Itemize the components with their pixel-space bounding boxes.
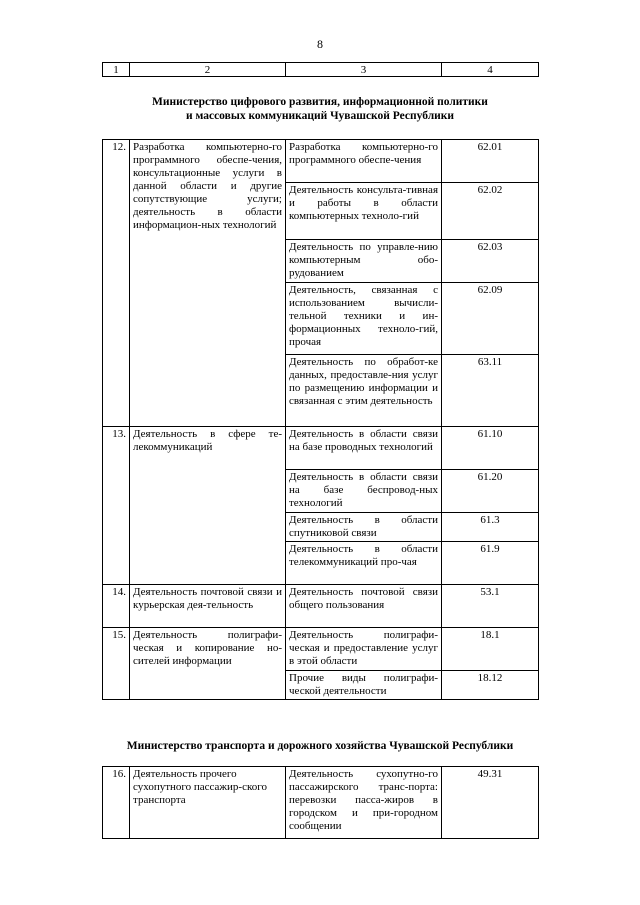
activities-table-transport [102,766,539,839]
section-title-digital-ministry [102,95,538,123]
header-col-4: 4 [442,63,539,77]
column-number-header [102,62,539,77]
activities-table-digital [102,139,539,700]
activity-cell: Деятельность почтовой связи и курьерская дея-тельность [130,585,286,628]
activity-cell: Деятельность в сфере те-лекоммуникаций [130,427,286,585]
okved-description: Деятельность сухопутно-го пассажирского транс-порта: перевозки пасса-жиров в городском и при-городном сообщении [286,767,442,839]
okved-code: 61.20 [442,470,539,513]
row-number: 15. [103,628,130,700]
table-row [103,767,539,839]
header-col-1: 1 [103,63,130,77]
row-number: 16. [103,767,130,839]
row-number: 13. [103,427,130,585]
okved-code: 61.10 [442,427,539,470]
activity-cell: Деятельность полиграфи-ческая и копирование но-сителей информации [130,628,286,700]
okved-description: Деятельность в области телекоммуникаций про-чая [286,542,442,585]
okved-description: Прочие виды полиграфи-ческой деятельности [286,671,442,700]
section-title-line: и массовых коммуникаций Чувашской Республики [185,110,455,122]
okved-description: Деятельность в области спутниковой связи [286,513,442,542]
okved-code: 61.3 [442,513,539,542]
okved-code: 61.9 [442,542,539,585]
okved-description: Деятельность полиграфи-ческая и предоставление услуг в этой области [286,628,442,671]
okved-description: Деятельность почтовой связи общего пользования [286,585,442,628]
table-row [103,427,539,470]
okved-description: Деятельность, связанная с использованием вычисли-тельной техники и ин-формационных техноло-гий, прочая [286,283,442,355]
header-row [103,63,539,77]
table-row [103,140,539,183]
okved-code: 62.02 [442,183,539,240]
header-col-2: 2 [130,63,286,77]
okved-code: 49.31 [442,767,539,839]
okved-description: Деятельность по обработ-ке данных, предоставле-ния услуг по размещению информации и связанная с этим деятельность [286,355,442,427]
okved-code: 18.1 [442,628,539,671]
page-number: 8 [317,37,323,51]
table-row [103,628,539,671]
okved-description: Деятельность в области связи на базе проводных технологий [286,427,442,470]
activity-cell: Деятельность прочего сухопутного пассажир-ского транспорта [130,767,286,839]
header-col-3: 3 [286,63,442,77]
table-row [103,585,539,628]
okved-code: 62.01 [442,140,539,183]
row-number: 12. [103,140,130,427]
okved-code: 53.1 [442,585,539,628]
activity-cell: Разработка компьютерно-го программного обеспе-чения, консультационные услуги в данной области и другие сопутствующие услуги; деятельность в области информацион-ных технологий [130,140,286,427]
okved-code: 18.12 [442,671,539,700]
okved-description: Деятельность в области связи на базе беспровод-ных технологий [286,470,442,513]
okved-description: Деятельность по управле-нию компьютерным обо-рудованием [286,240,442,283]
section-title-line: Министерство цифрового развития, информационной политики [152,96,488,108]
okved-code: 62.03 [442,240,539,283]
section-title-line: Министерство транспорта и дорожного хозяйства Чувашской Республики [126,740,514,752]
okved-description: Деятельность консульта-тивная и работы в области компьютерных техноло-гий [286,183,442,240]
okved-code: 63.11 [442,355,539,427]
section-title-transport-ministry [102,739,538,753]
row-number: 14. [103,585,130,628]
okved-code: 62.09 [442,283,539,355]
okved-description: Разработка компьютерно-го программного обеспе-чения [286,140,442,183]
